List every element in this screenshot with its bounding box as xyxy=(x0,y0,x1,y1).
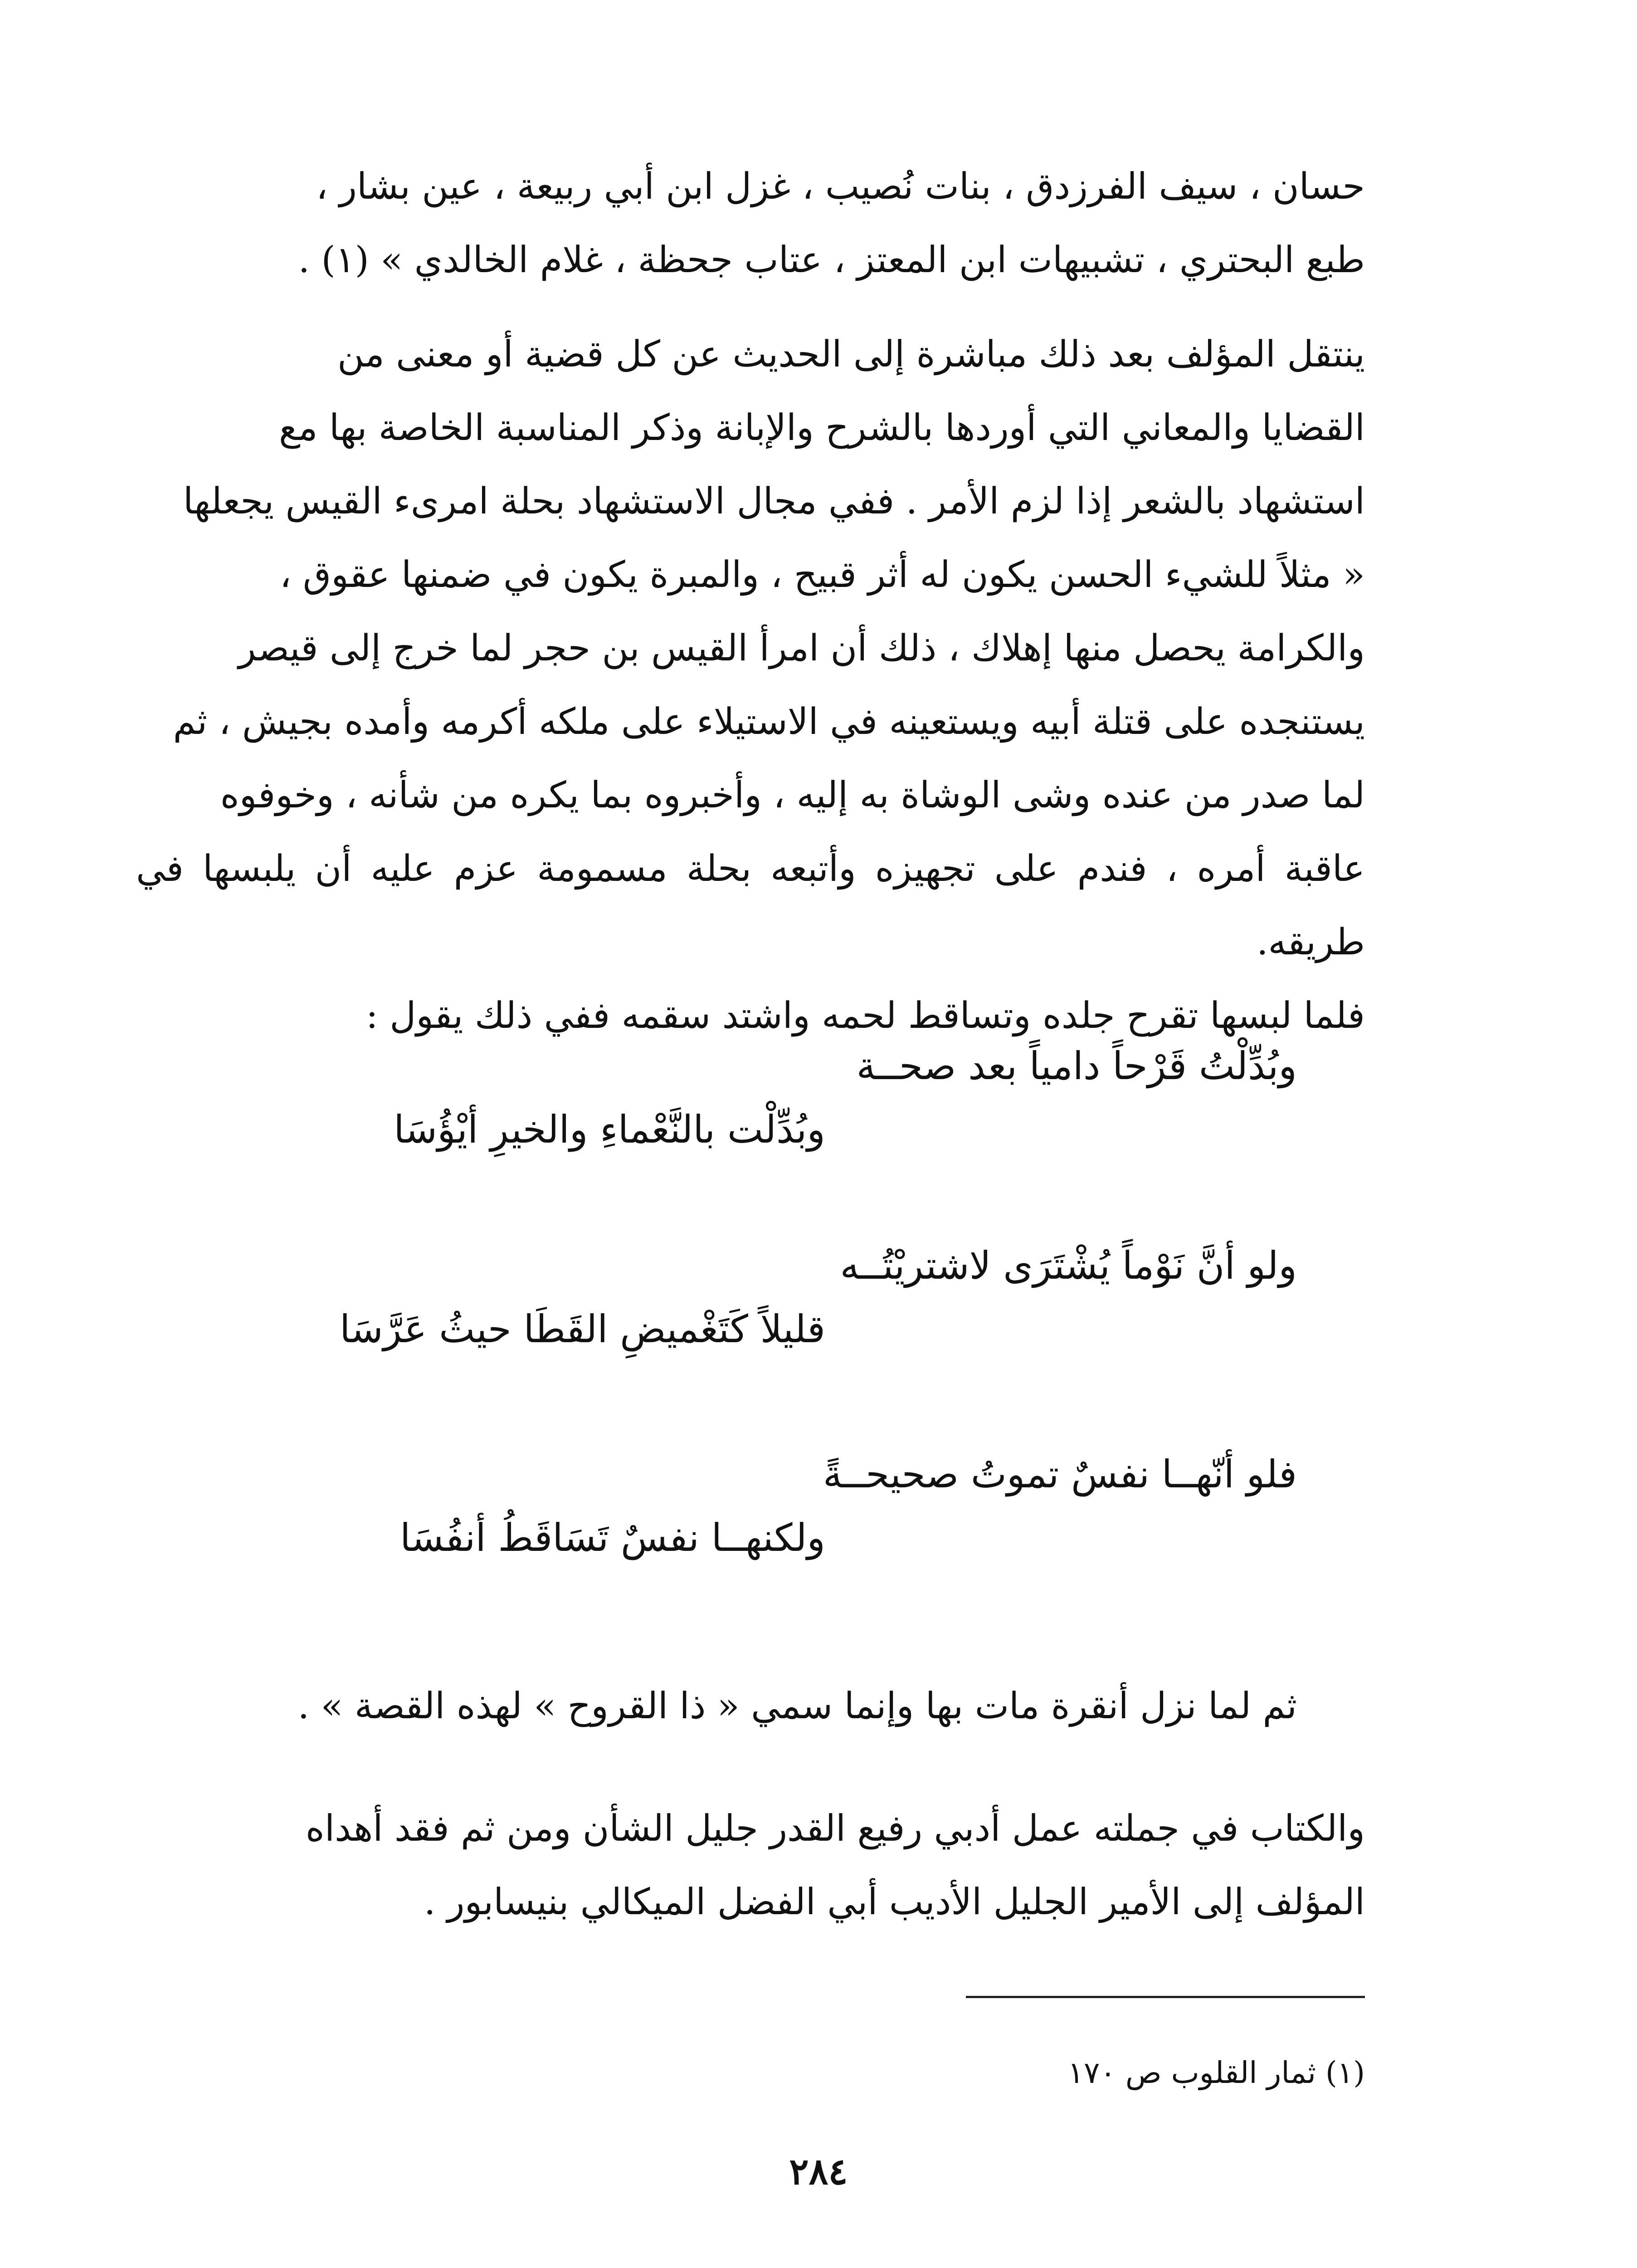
page-number: ٢٨٤ xyxy=(789,2150,848,2193)
verse-first-hemistich: وبُدِّلْتُ قَرْحاً دامياً بعد صحــة xyxy=(856,1044,1297,1088)
verse-first-hemistich: فلو أنّهــا نفسٌ تموتُ صحيحــةً xyxy=(823,1452,1297,1496)
text-line: استشهاد بالشعر إذا لزم الأمر . ففي مجال الاستشهاد بحلة امرىء القيس يجعلها xyxy=(183,480,1365,522)
text-line: والكرامة يحصل منها إهلاك ، ذلك أن امرأ القيس بن حجر لما خرج إلى قيصر xyxy=(238,627,1365,669)
text-line: يستنجده على قتلة أبيه ويستعينه في الاستيلاء على ملكه أكرمه وأمده بجيش ، ثم xyxy=(173,700,1365,743)
text-line: عاقبة أمره ، فندم على تجهيزه وأتبعه بحلة مسمومة عزم عليه أن يلبسها في طريقه. xyxy=(136,847,1365,963)
text-line: لما صدر من عنده وشى الوشاة به إليه ، وأخبروه بما يكره من شأنه ، وخوفوه xyxy=(220,774,1365,816)
text-line: والكتاب في جملته عمل أدبي رفيع القدر جليل الشأن ومن ثم فقد أهداه xyxy=(305,1807,1365,1849)
text-line: « مثلاً للشيء الحسن يكون له أثر قبيح ، والمبرة يكون في ضمنها عقوق ، xyxy=(279,553,1365,596)
verse-first-hemistich: ولو أنَّ نَوْماً يُشْتَرَى لاشتريْتُــه xyxy=(840,1243,1297,1288)
text-line: طبع البحتري ، تشبيهات ابن المعتز ، عتاب جحظة ، غلام الخالدي » (١) . xyxy=(298,239,1365,281)
footnote: (١) ثمار القلوب ص ١٧٠ xyxy=(1067,2055,1365,2090)
poem-verse xyxy=(136,1234,1365,1361)
poem-verse xyxy=(136,1034,1365,1161)
text-line: المؤلف إلى الأمير الجليل الأديب أبي الفضل الميكالي بنيسابور . xyxy=(424,1881,1365,1923)
main-paragraph xyxy=(136,318,1365,1052)
text-line: فلما لبسها تقرح جلده وتساقط لحمه واشتد سقمه ففي ذلك يقول : xyxy=(365,994,1365,1036)
poem-verse xyxy=(136,1442,1365,1569)
text-line: ثم لما نزل أنقرة مات بها وإنما سمي « ذا القروح » لهذه القصة » . xyxy=(297,1685,1297,1727)
footnote-divider xyxy=(966,1996,1365,1998)
verse-second-hemistich: وبُدِّلْت بالنَّعْماءِ والخيرِ أيْؤُسَا xyxy=(394,1107,825,1152)
closing-paragraph xyxy=(136,1792,1365,1939)
text-line: ينتقل المؤلف بعد ذلك مباشرة إلى الحديث عن كل قضية أو معنى من xyxy=(337,333,1365,375)
verse-second-hemistich: قليلاً كَتَغْميضِ القَطَا حيثُ عَرَّسَا xyxy=(339,1307,825,1351)
after-poem-line xyxy=(136,1669,1365,1743)
verse-second-hemistich: ولكنهــا نفسٌ تَسَاقَطُ أنفُسَا xyxy=(400,1515,825,1560)
intro-paragraph xyxy=(136,150,1365,297)
text-line: القضايا والمعاني التي أوردها بالشرح والإبانة وذكر المناسبة الخاصة بها مع xyxy=(279,406,1365,449)
text-line: حسان ، سيف الفرزدق ، بنات نُصيب ، غزل ابن أبي ربيعة ، عين بشار ، xyxy=(316,165,1365,207)
